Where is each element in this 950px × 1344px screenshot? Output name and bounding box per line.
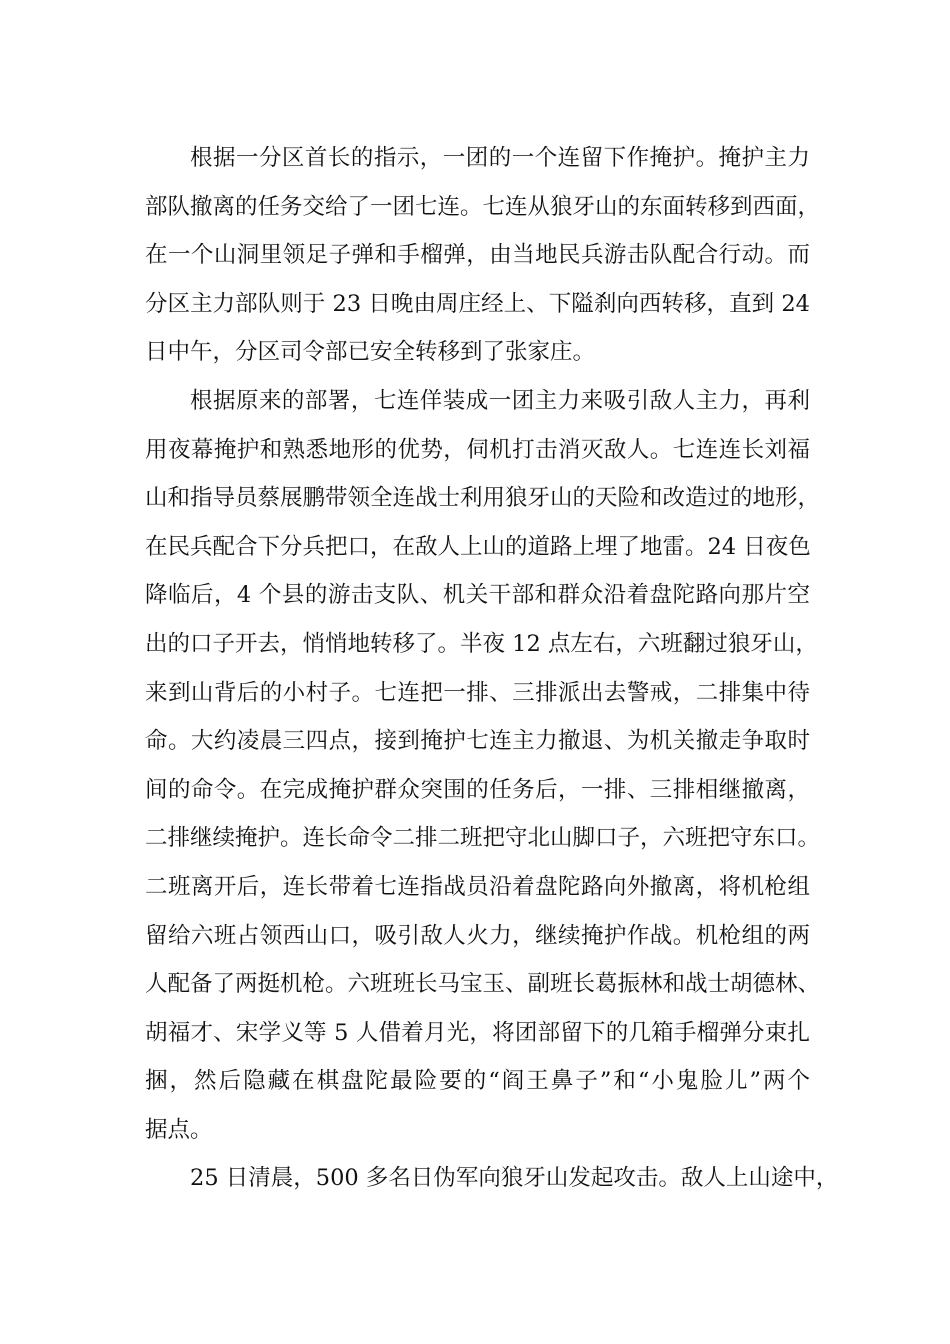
text-line: 分区主力部队则于 23 日晚由周庄经上、下隘刹向西转移，直到 24 <box>145 290 810 317</box>
text-line: 间的命令。在完成掩护群众突围的任务后，一排、三排相继撤离， <box>145 776 810 803</box>
paragraph <box>145 377 821 1155</box>
body-text <box>145 134 839 1203</box>
paragraph <box>145 134 821 377</box>
text-line: 二班离开后，连长带着七连指战员沿着盘陀路向外撤离，将机枪组 <box>145 873 810 900</box>
text-line: 根据原来的部署，七连佯装成一团主力来吸引敌人主力，再利 <box>190 387 810 414</box>
text-line: 留给六班占领西山口，吸引敌人火力，继续掩护作战。机枪组的两 <box>145 922 810 949</box>
text-line: 在民兵配合下分兵把口，在敌人上山的道路上埋了地雷。24 日夜色 <box>145 533 811 560</box>
text-line: 出的口子开去，悄悄地转移了。半夜 12 点左右，六班翻过狼牙山， <box>145 630 818 657</box>
paragraph <box>145 1154 839 1203</box>
text-line: 降临后，4 个县的游击支队、机关干部和群众沿着盘陀路向那片空 <box>145 582 810 609</box>
text-line: 山和指导员蔡展鹏带领全连战士利用狼牙山的天险和改造过的地形， <box>145 485 821 512</box>
text-line: 来到山背后的小村子。七连把一排、三排派出去警戒，二排集中待 <box>145 679 810 706</box>
text-line: 根据一分区首长的指示，一团的一个连留下作掩护。掩护主力 <box>190 145 810 171</box>
text-line: 部队撤离的任务交给了一团七连。七连从狼牙山的东面转移到西面， <box>145 193 821 220</box>
text-line: 捆，然后隐藏在棋盘陀最险要的“阎王鼻子”和“小鬼脸儿”两个 <box>145 1068 810 1095</box>
text-line: 日中午，分区司令部已安全转移到了张家庄。 <box>145 339 596 366</box>
text-line: 胡福才、宋学义等 5 人借着月光，将团部留下的几箱手榴弹分束扎 <box>145 1019 810 1046</box>
text-line: 据点。 <box>145 1116 213 1143</box>
text-line: 命。大约凌晨三四点，接到掩护七连主力撤退、为机关撤走争取时 <box>145 728 810 755</box>
text-line: 25 日清晨，500 多名日伪军向狼牙山发起攻击。敌人上山途中， <box>190 1165 839 1192</box>
text-line: 用夜幕掩护和熟悉地形的优势，伺机打击消灭敌人。七连连长刘福 <box>145 436 810 463</box>
text-line: 在一个山洞里领足子弹和手榴弹，由当地民兵游击队配合行动。而 <box>145 242 810 269</box>
text-line: 二排继续掩护。连长命令二排二班把守北山脚口子，六班把守东口。 <box>145 825 821 852</box>
text-line: 人配备了两挺机枪。六班班长马宝玉、副班长葛振林和战士胡德林、 <box>145 971 821 998</box>
